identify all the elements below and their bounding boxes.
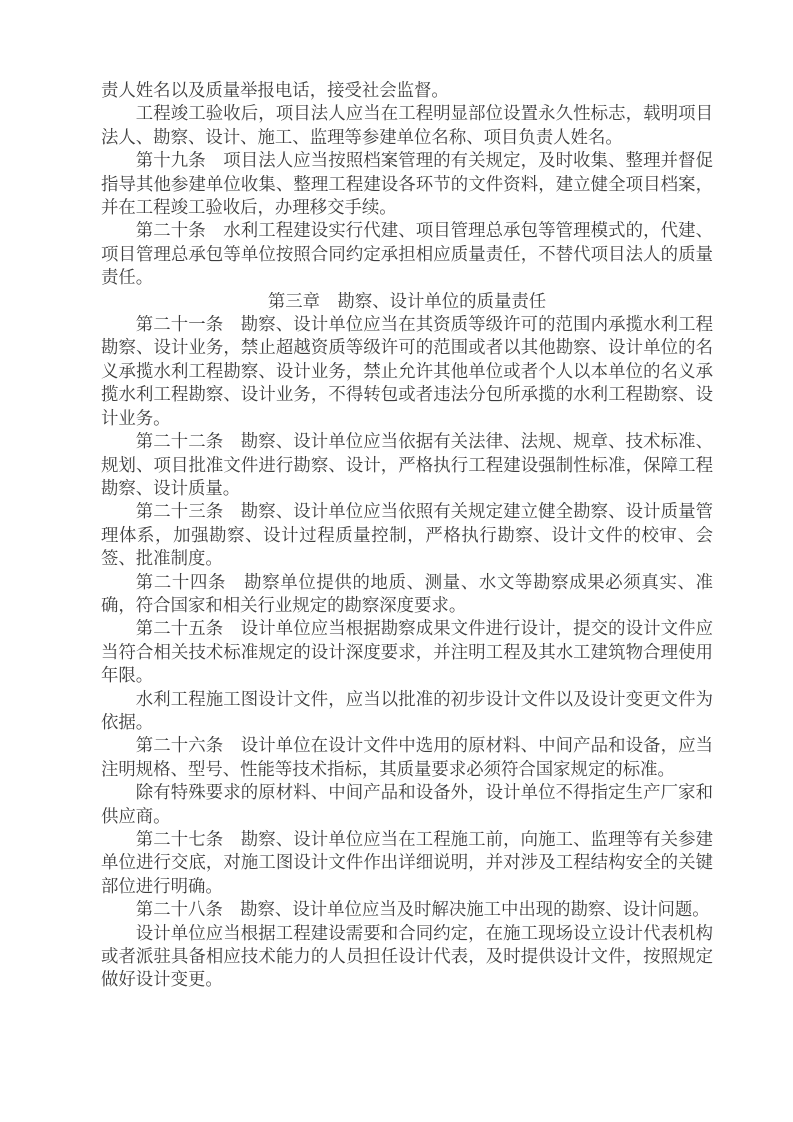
paragraph: 第二十五条 设计单位应当根据勘察成果文件进行设计，提交的设计文件应当符合相关技术标准规定的设计深度要求，并注明工程及其水工建筑物合理使用年限。 <box>101 618 713 686</box>
paragraph: 除有特殊要求的原材料、中间产品和设备外，设计单位不得指定生产厂家和供应商。 <box>101 782 713 826</box>
paragraph: 第二十一条 勘察、设计单位应当在其资质等级许可的范围内承揽水利工程勘察、设计业务，禁止超越资质等级许可的范围或者以其他勘察、设计单位的名义承揽水利工程勘察、设计业务，禁止允许其他单位或者个人以本单位的名义承揽水利工程勘察、设计业务，不得转包或者违法分包所承揽的水利工程勘察、设计业务。 <box>101 314 713 428</box>
document-body <box>101 79 713 992</box>
paragraph: 第二十二条 勘察、设计单位应当依据有关法律、法规、规章、技术标准、规划、项目批准文件进行勘察、设计，严格执行工程建设强制性标准，保障工程勘察、设计质量。 <box>101 431 713 498</box>
paragraph: 第二十六条 设计单位在设计文件中选用的原材料、中间产品和设备，应当注明规格、型号、性能等技术指标，其质量要求必须符合国家规定的标准。 <box>101 735 713 779</box>
paragraph: 第二十三条 勘察、设计单位应当依照有关规定建立健全勘察、设计质量管理体系，加强勘察、设计过程质量控制，严格执行勘察、设计文件的校审、会签、批准制度。 <box>101 501 713 569</box>
paragraph: 责人姓名以及质量举报电话，接受社会监督。 <box>101 80 449 100</box>
paragraph: 设计单位应当根据工程建设需要和合同约定，在施工现场设立设计代表机构或者派驻具备相应技术能力的人员担任设计代表，及时提供设计文件，按照规定做好设计变更。 <box>101 922 713 990</box>
paragraph: 工程竣工验收后，项目法人应当在工程明显部位设置永久性标志，载明项目法人、勘察、设计、施工、监理等参建单位名称、项目负责人姓名。 <box>101 103 713 147</box>
paragraph: 第二十条 水利工程建设实行代建、项目管理总承包等管理模式的，代建、项目管理总承包等单位按照合同约定承担相应质量责任，不替代项目法人的质量责任。 <box>101 220 713 288</box>
paragraph: 水利工程施工图设计文件，应当以批准的初步设计文件以及设计变更文件为依据。 <box>101 688 713 732</box>
paragraph: 第二十七条 勘察、设计单位应当在工程施工前，向施工、监理等有关参建单位进行交底，对施工图设计文件作出详细说明，并对涉及工程结构安全的关键部位进行明确。 <box>101 829 713 896</box>
chapter-heading: 第三章 勘察、设计单位的质量责任 <box>267 290 547 311</box>
paragraph: 第十九条 项目法人应当按照档案管理的有关规定，及时收集、整理并督促指导其他参建单位收集、整理工程建设各环节的文件资料，建立健全项目档案，并在工程竣工验收后，办理移交手续。 <box>101 150 713 218</box>
paragraph: 第二十八条 勘察、设计单位应当及时解决施工中出现的勘察、设计问题。 <box>135 899 710 920</box>
paragraph: 第二十四条 勘察单位提供的地质、测量、水文等勘察成果必须真实、准确，符合国家和相关行业规定的勘察深度要求。 <box>101 571 713 615</box>
